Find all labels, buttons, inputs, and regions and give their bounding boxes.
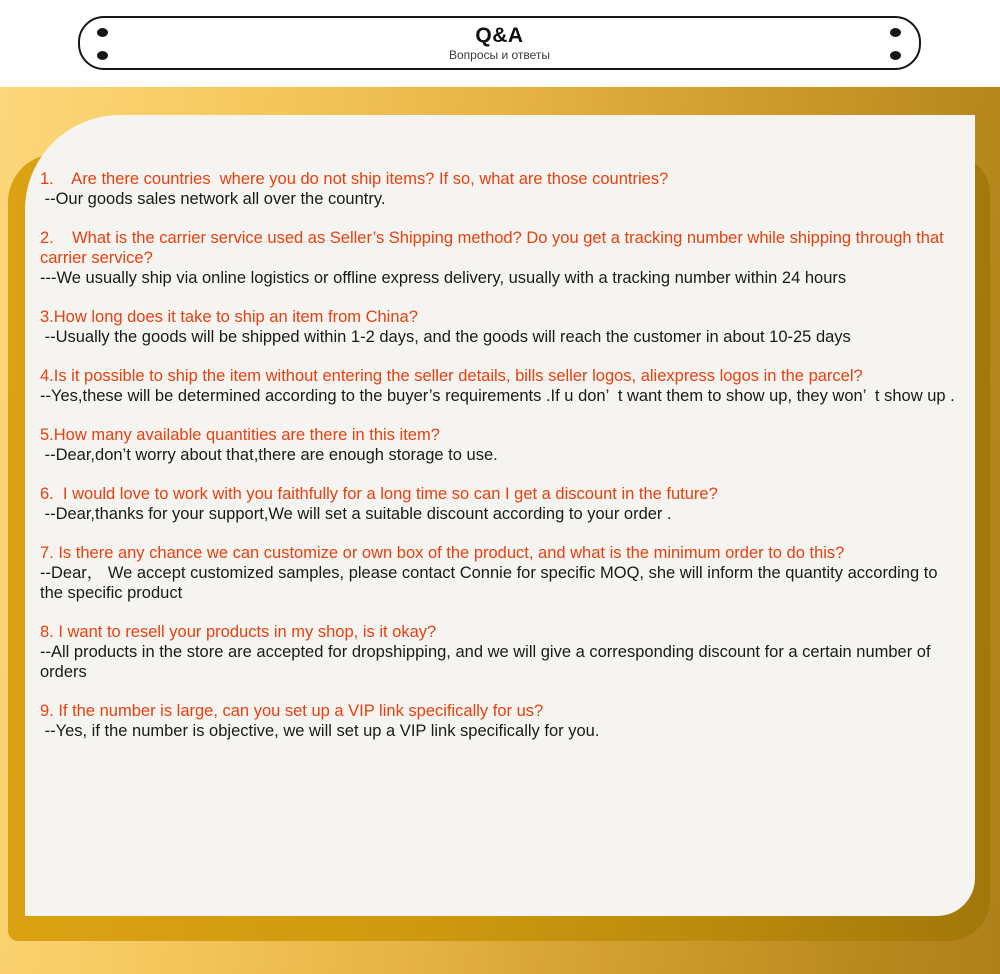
qa-answer: --Yes,these will be determined according to the buyer’s requirements .If u don’ t want them to show up, they won’ t show up . [40, 387, 955, 405]
qa-item [40, 543, 955, 603]
rivet-dot-icon [97, 51, 108, 60]
page-title: Q&A [475, 23, 524, 47]
qa-answer: --All products in the store are accepted for dropshipping, and we will give a corresponding discount for a certain number of orders [40, 643, 936, 681]
qa-question: 2. What is the carrier service used as Seller’s Shipping method? Do you get a tracking number while shipping through that carrier service? [40, 229, 949, 267]
qa-item [40, 169, 955, 209]
qa-question: 7. Is there any chance we can customize or own box of the product, and what is the minimum order to do this? [40, 544, 845, 562]
qa-answer: --Our goods sales network all over the country. [40, 190, 386, 208]
qa-item [40, 366, 955, 406]
qa-item [40, 307, 955, 347]
qa-question: 4.Is it possible to ship the item without entering the seller details, bills seller logos, aliexpress logos in the parcel? [40, 367, 863, 385]
rivet-dot-icon [97, 28, 108, 37]
qa-answer: --Dear,don’t worry about that,there are enough storage to use. [40, 446, 498, 464]
qa-header-plaque [78, 16, 921, 70]
qa-question: 1. Are there countries where you do not ship items? If so, what are those countries? [40, 170, 669, 188]
qa-item [40, 622, 955, 682]
qa-answer: --Usually the goods will be shipped within 1-2 days, and the goods will reach the customer in about 10-25 days [40, 328, 851, 346]
qa-question: 3.How long does it take to ship an item from China? [40, 308, 418, 326]
qa-answer: --Dear， We accept customized samples, please contact Connie for specific MOQ, she will inform the quantity according to the specific product [40, 564, 943, 602]
rivet-dot-icon [890, 51, 901, 60]
qa-answer: --Dear,thanks for your support,We will set a suitable discount according to your order . [40, 505, 672, 523]
gold-background [0, 87, 1000, 974]
qa-question: 6. I would love to work with you faithfully for a long time so can I get a discount in the future? [40, 485, 718, 503]
qa-item [40, 228, 955, 288]
rivet-dot-icon [890, 28, 901, 37]
qa-question: 5.How many available quantities are there in this item? [40, 426, 440, 444]
qa-question: 8. I want to resell your products in my shop, is it okay? [40, 623, 437, 641]
qa-item [40, 484, 955, 524]
qa-answer: ---We usually ship via online logistics or offline express delivery, usually with a tracking number within 24 hours [40, 269, 847, 287]
header-strip [0, 0, 1000, 87]
qa-answer: --Yes, if the number is objective, we will set up a VIP link specifically for you. [40, 722, 600, 740]
page-subtitle: Вопросы и ответы [448, 47, 551, 62]
qa-question: 9. If the number is large, can you set up a VIP link specifically for us? [40, 702, 544, 720]
qa-item [40, 425, 955, 465]
qa-item [40, 701, 955, 741]
qa-panel [25, 115, 975, 916]
